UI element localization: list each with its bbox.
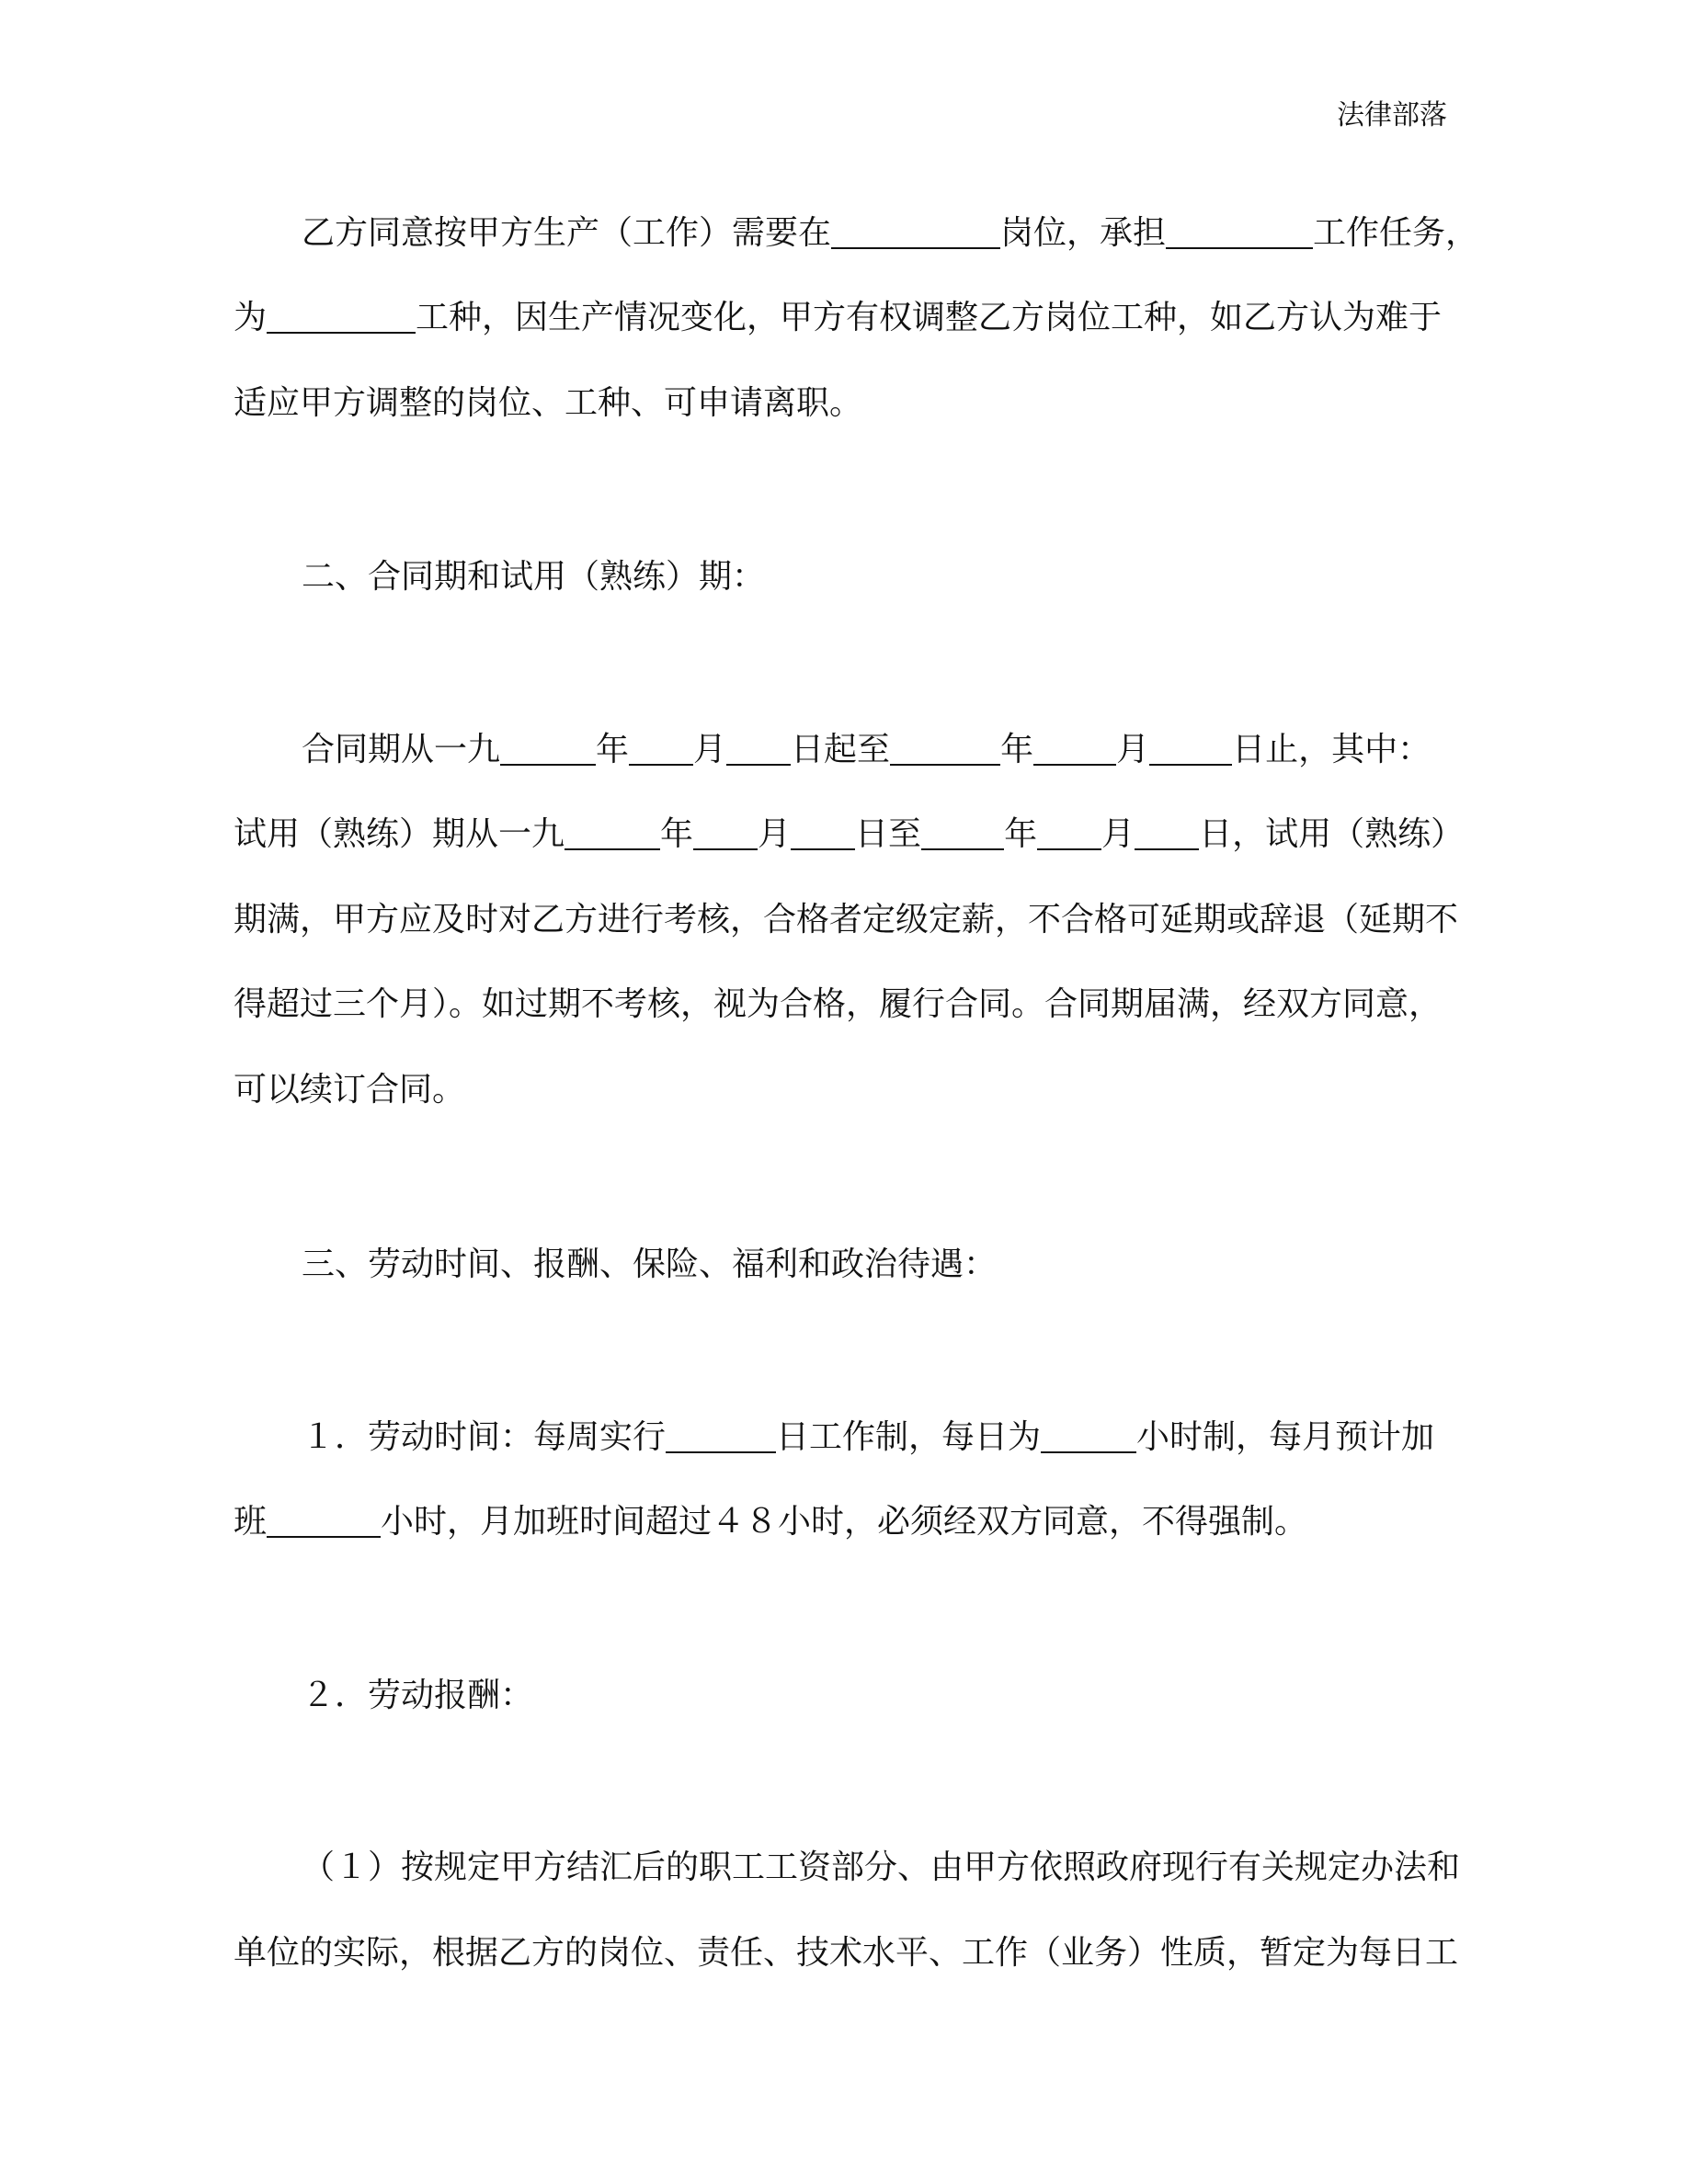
fill-in-blank <box>666 1418 776 1453</box>
text-segment: 日至 <box>855 815 922 853</box>
fill-in-blank <box>726 731 791 766</box>
text-segment: 年 <box>1000 731 1034 768</box>
fill-in-blank <box>1037 815 1101 850</box>
fill-in-blank <box>831 214 1000 249</box>
fill-in-blank <box>890 731 1000 766</box>
text-segment: 乙方同意按甲方生产（工作）需要在 <box>302 214 832 252</box>
text-segment: 小时制，每月预计加 <box>1136 1418 1435 1456</box>
text-segment: 月 <box>693 731 727 768</box>
paragraph-line <box>234 1500 1307 1544</box>
text-segment: 年 <box>660 815 694 853</box>
paragraph-line <box>234 813 1464 857</box>
paragraph-line: （１）按规定甲方结汇后的职工工资部分、由甲方依照政府现行有关规定办法和 <box>302 1848 1461 1886</box>
paragraph-line: 单位的实际，根据乙方的岗位、责任、技术水平、工作（业务）性质，暂定为每日工 <box>234 1934 1459 1972</box>
fill-in-blank <box>565 815 660 850</box>
text-segment: 工作任务， <box>1313 214 1479 252</box>
header-title: 法律部落 <box>1337 99 1447 131</box>
paragraph-line <box>302 1416 1434 1460</box>
fill-in-blank <box>629 731 693 766</box>
text-segment: 班 <box>234 1503 268 1541</box>
text-segment: 日起至 <box>791 731 891 768</box>
fill-in-blank <box>267 1503 381 1538</box>
paragraph-line: 适应甲方调整的岗位、工种、可申请离职。 <box>234 384 863 422</box>
text-segment: 为 <box>234 299 268 336</box>
fill-in-blank <box>1041 1418 1136 1453</box>
paragraph-line: 可以续订合同。 <box>234 1071 466 1109</box>
paragraph-line <box>302 211 1478 256</box>
section-heading: 二、合同期和试用（熟练）期： <box>302 558 766 596</box>
fill-in-blank <box>1135 815 1199 850</box>
fill-in-blank <box>791 815 855 850</box>
fill-in-blank <box>693 815 758 850</box>
text-segment: 小时，月加班时间超过４８小时，必须经双方同意，不得强制。 <box>381 1503 1308 1541</box>
paragraph-line: 得超过三个月）。如过期不考核，视为合格，履行合同。合同期届满，经双方同意， <box>234 985 1443 1023</box>
text-segment: 月 <box>1116 731 1150 768</box>
section-heading: 三、劳动时间、报酬、保险、福利和政治待遇： <box>302 1246 998 1283</box>
text-segment: 日工作制，每日为 <box>776 1418 1042 1456</box>
fill-in-blank <box>1166 214 1313 249</box>
text-segment: 月 <box>758 815 792 853</box>
text-segment: 年 <box>1004 815 1038 853</box>
fill-in-blank <box>1033 731 1116 766</box>
fill-in-blank <box>921 815 1004 850</box>
fill-in-blank <box>267 299 416 334</box>
text-segment: 试用（熟练）期从一九 <box>234 815 565 853</box>
text-segment: １．劳动时间：每周实行 <box>302 1418 667 1456</box>
fill-in-blank <box>1149 731 1232 766</box>
paragraph-line <box>234 296 1442 340</box>
text-segment: 岗位，承担 <box>1000 214 1167 252</box>
text-segment: 合同期从一九 <box>302 731 501 768</box>
paragraph-line: 期满，甲方应及时对乙方进行考核，合格者定级定薪，不合格可延期或辞退（延期不 <box>234 901 1459 938</box>
section-heading: ２．劳动报酬： <box>302 1677 534 1714</box>
paragraph-line <box>302 728 1431 772</box>
fill-in-blank <box>500 731 596 766</box>
text-segment: 日，试用（熟练） <box>1199 815 1465 853</box>
text-segment: 月 <box>1101 815 1135 853</box>
text-segment: 日止，其中： <box>1232 731 1431 768</box>
text-segment: 工种，因生产情况变化，甲方有权调整乙方岗位工种，如乙方认为难于 <box>416 299 1443 336</box>
text-segment: 年 <box>596 731 630 768</box>
